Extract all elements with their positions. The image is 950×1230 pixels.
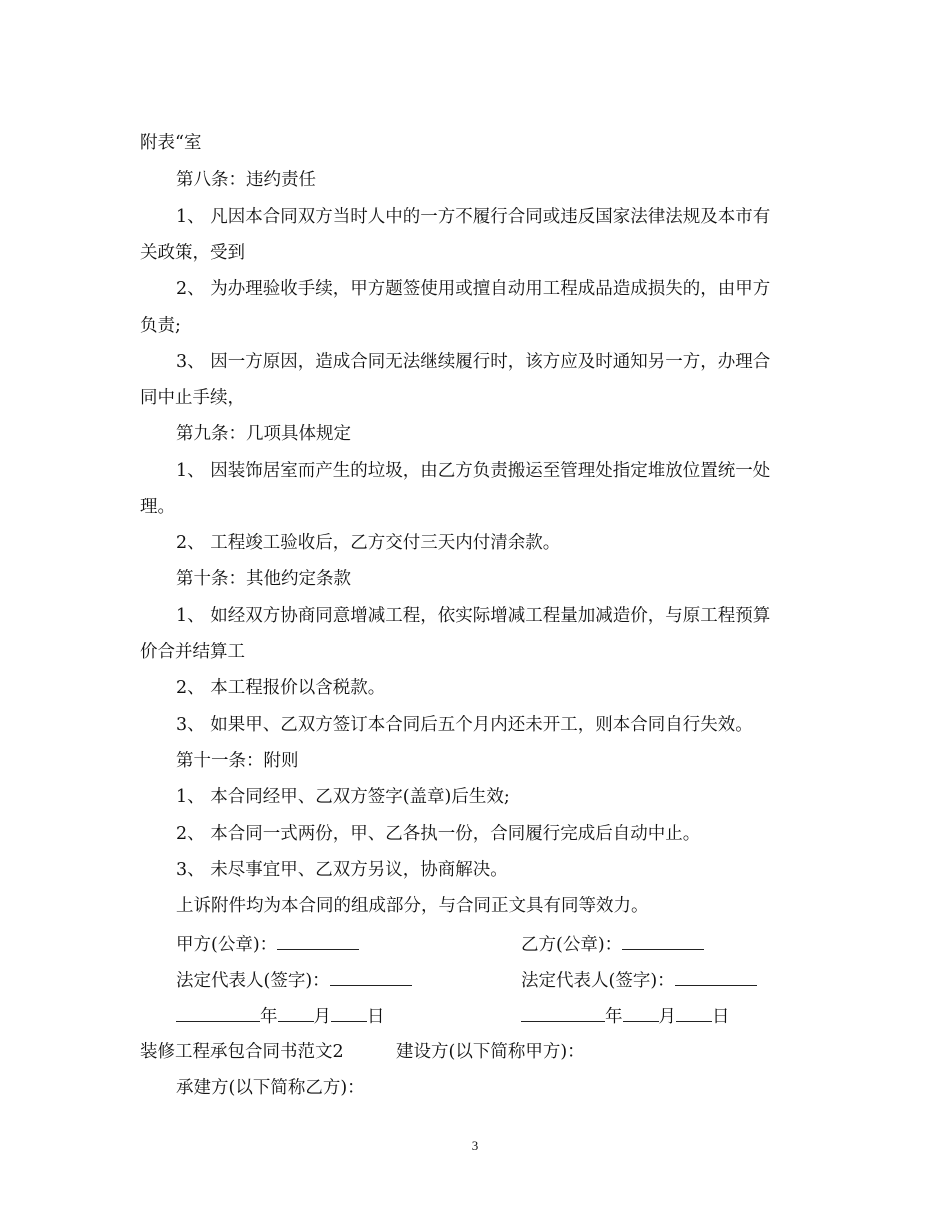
year-label: 年 <box>605 1007 623 1027</box>
day-label: 日 <box>712 1007 730 1027</box>
month-label: 月 <box>313 1007 331 1027</box>
contractor-party-line: 承建方(以下简称乙方)： <box>176 1078 365 1098</box>
party-b-seal-label: 乙方(公章)： <box>521 935 623 955</box>
text-line: 3、 未尽事宜甲、乙双方另议，协商解决。 <box>176 860 508 880</box>
text-line: 1、 凡因本合同双方当时人中的一方不履行合同或违反国家法律法规及本市有 <box>176 207 771 227</box>
text-line: 价合并结算工 <box>140 642 245 662</box>
text-line: 2、 本工程报价以含税款。 <box>176 678 386 698</box>
date-line-a <box>176 1003 385 1029</box>
article-heading: 第九条：几项具体规定 <box>176 424 351 444</box>
text-line: 理。 <box>140 497 175 517</box>
year-label: 年 <box>260 1007 278 1027</box>
date-blank <box>676 1003 712 1022</box>
date-blank <box>278 1003 314 1022</box>
page-number: 3 <box>471 1138 479 1153</box>
text-line: 2、 工程竣工验收后，乙方交付三天内付清余款。 <box>176 533 561 553</box>
month-label: 月 <box>658 1007 676 1027</box>
article-heading: 第十条：其他约定条款 <box>176 569 351 589</box>
party-a-seal <box>176 931 359 957</box>
signature-blank <box>675 967 757 986</box>
signature-blank <box>622 931 704 950</box>
party-b-seal <box>521 931 704 957</box>
text-line: 1、 本合同经甲、乙双方签字(盖章)后生效; <box>176 787 510 807</box>
text-line: 上诉附件均为本合同的组成部分，与合同正文具有同等效力。 <box>176 896 649 916</box>
text-line: 2、 为办理验收手续，甲方题签使用或擅自动用工程成品造成损失的，由甲方 <box>176 279 771 299</box>
party-a-seal-label: 甲方(公章)： <box>176 935 278 955</box>
article-heading: 第八条：违约责任 <box>176 170 316 190</box>
date-line-b <box>521 1003 730 1029</box>
day-label: 日 <box>367 1007 385 1027</box>
text-line: 3、 因一方原因，造成合同无法继续履行时，该方应及时通知另一方，办理合 <box>176 352 771 372</box>
rep-a-signature <box>176 967 412 993</box>
date-blank <box>623 1003 659 1022</box>
rep-b-label: 法定代表人(签字)： <box>521 971 675 991</box>
rep-a-label: 法定代表人(签字)： <box>176 971 330 991</box>
builder-party-line: 建设方(以下简称甲方)： <box>396 1042 585 1062</box>
date-blank <box>176 1003 260 1022</box>
next-document-title: 装修工程承包合同书范文2 <box>140 1042 344 1062</box>
date-blank <box>521 1003 605 1022</box>
text-line: 1、 如经双方协商同意增减工程，依实际增减工程量加减造价，与原工程预算 <box>176 606 771 626</box>
text-line: 关政策，受到 <box>140 243 245 263</box>
text-line: 3、 如果甲、乙双方签订本合同后五个月内还未开工，则本合同自行失效。 <box>176 715 753 735</box>
signature-blank <box>330 967 412 986</box>
text-line: 附表“室 <box>140 133 202 153</box>
rep-b-signature <box>521 967 757 993</box>
text-line: 负责; <box>140 316 181 336</box>
article-heading: 第十一条：附则 <box>176 751 299 771</box>
text-line: 同中止手续， <box>140 388 245 408</box>
signature-blank <box>277 931 359 950</box>
date-blank <box>331 1003 367 1022</box>
text-line: 2、 本合同一式两份，甲、乙各执一份，合同履行完成后自动中止。 <box>176 824 701 844</box>
text-line: 1、 因装饰居室而产生的垃圾，由乙方负责搬运至管理处指定堆放位置统一处 <box>176 461 771 481</box>
